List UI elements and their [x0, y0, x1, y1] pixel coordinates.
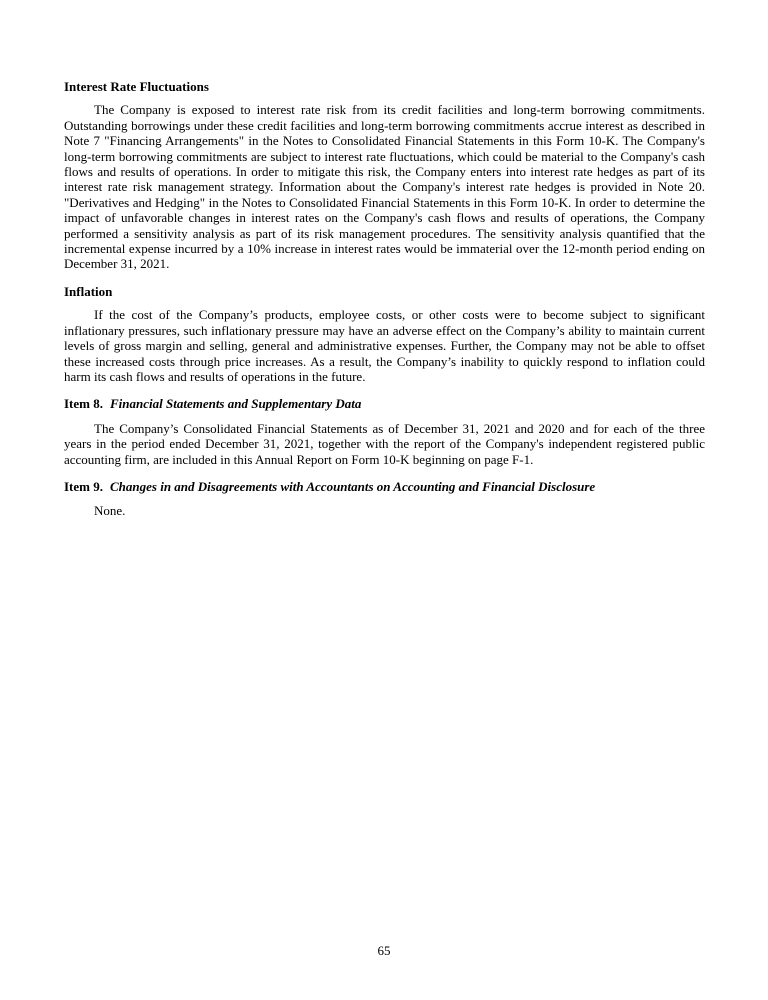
item-8-title: Financial Statements and Supplementary Data [110, 396, 362, 412]
paragraph-item-9-none: None. [94, 503, 126, 519]
section-heading-inflation: Inflation [64, 283, 113, 299]
page-content [64, 79, 705, 531]
paragraph-interest-rate-fluctuations: The Company is exposed to interest rate risk from its credit facilities and long-term borrowing commitments. Outstanding borrowings under these credit facilities and long-term borrowing commitments accrue interest as described in Note 7 "Financing Arrangements" in the Notes to Consolidated Financial Statements in this Form 10-K. The Company's long-term borrowing commitments are subject to interest rate fluctuations, which could be material to the Company's cash flows and results of operations. In order to mitigate this risk, the Company enters into interest rate hedges as part of its interest rate risk management strategy. Information about the Company's interest rate hedges is provided in Note 20. "Derivatives and Hedging" in the Notes to Consolidated Financial Statements in this Form 10-K. In order to determine the impact of unfavorable changes in interest rates on the Company's cash flows and results of operations, the Company performed a sensitivity analysis as part of its risk management procedures. The sensitivity analysis quantified that the incremental expense incurred by a 10% increase in interest rates would be immaterial over the 12-month period ending on December 31, 2021. [64, 102, 705, 272]
paragraph-inflation: If the cost of the Company’s products, employee costs, or other costs were to become subject to significant inflationary pressures, such inflationary pressure may have an adverse effect on the Company’s ability to maintain current levels of gross margin and selling, general and administrative expenses. Further, the Company may not be able to offset these increased costs through price increases. As a result, the Company’s inability to quickly respond to inflation could harm its cash flows and results of operations in the future. [64, 307, 705, 384]
page-number: 65 [377, 943, 391, 958]
paragraph-item-8: The Company’s Consolidated Financial Statements as of December 31, 2021 and 2020 and for each of the three years in the period ended December 31, 2021, together with the report of the Company's independent registered public accounting firm, are included in this Annual Report on Form 10-K beginning on page F-1. [64, 420, 705, 467]
item-8-heading [64, 396, 705, 411]
item-9-label: Item 9. [64, 478, 103, 494]
item-9-heading [64, 479, 705, 494]
section-heading-interest-rate-fluctuations: Interest Rate Fluctuations [64, 79, 209, 94]
item-8-label: Item 8. [64, 396, 103, 412]
item-9-title: Changes in and Disagreements with Accountants on Accounting and Financial Disclosure [110, 478, 596, 494]
